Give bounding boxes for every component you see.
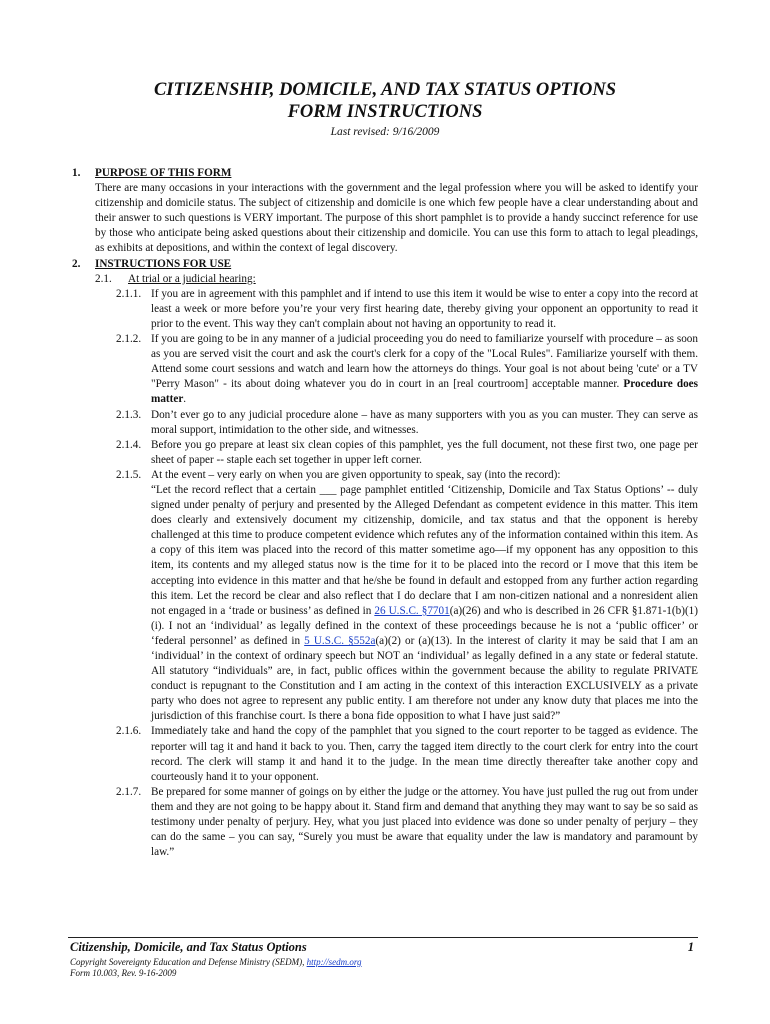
list-item — [0, 468, 770, 725]
footer-copyright — [70, 957, 362, 968]
item-number: 2.1.6. — [116, 725, 142, 738]
quote-text-part1: “Let the record reflect that a certain ___ page pamphlet entitled ‘Citizenship, Domicile and Tax Status Options’ -- duly signed under penalty of perjury and presented by the Alleged Defendant as competent evidence in this matter. This item does clearly and extensively document my citizenship, domicile, and tax status and that the opponent is hereby challenged at this time to produce competent evidence which refutes any of the information contained within this item. As a copy of this item was placed into the record of this matter sometime ago—if my opponent has any opposition to this item, its contents and my alleged status now is the time for it to be placed into the record or I move that this item be accepting into evidence in this matter and that he/she be found in default and estopped from any further action regarding this item. Let the record be clear and also reflect that I do declare that I am non-citizen national and a nonresident alien not engaged in a ‘trade or business’ as defined in — [151, 483, 698, 617]
item-text: Before you go prepare at least six clean copies of this pamphlet, yes the full document, not these first two, one page per sheet of paper -- staple each set together in upper left corner. — [151, 438, 698, 466]
item-number: 2.1.1. — [116, 287, 142, 300]
item-text-end: . — [183, 393, 187, 406]
footer-form-number: Form 10.003, Rev. 9-16-2009 — [70, 968, 177, 978]
list-item — [0, 287, 770, 332]
item-text: If you are going to be in any manner of a judicial proceeding you do need to familiarize yourself with procedure – as soon as you are served visit the court and ask the court's clerk for a copy of the "Local Rules". Familiarize yourself with them. Attend some court sessions and watch and learn how the attorneys do things. Your goal is not about being 'cute' or a TV "Perry Mason" - its about doing whatever you do in court in an [real courtroom] acceptable manner. — [151, 333, 698, 391]
footer-title: Citizenship, Domicile, and Tax Status Options — [70, 940, 307, 954]
item-number: 2.1.4. — [116, 438, 142, 451]
last-revised: Last revised: 9/16/2009 — [330, 126, 440, 138]
item-number: 2.1.2. — [116, 333, 142, 346]
section-number: 1. — [72, 167, 81, 179]
subsection-trial — [0, 272, 770, 287]
document-title-line2: FORM INSTRUCTIONS — [287, 102, 483, 122]
footer-divider — [68, 937, 698, 938]
subsection-number: 2.1. — [95, 272, 112, 285]
section-instructions — [0, 257, 770, 272]
section-heading: PURPOSE OF THIS FORM — [95, 167, 232, 179]
section-text: There are many occasions in your interactions with the government and the legal profession where you will be asked to identify your citizenship and domicile status. The subject of citizenship and domicile is one which few people have a clear understanding about and their answer to such questions is VERY important. The purpose of this short pamphlet is to provide a handy succinct reference for use by those who anticipate being asked questions about their citizenship and domicile. You can use this form to attach to legal pleadings, as exhibits at depositions, and within the context of legal discovery. — [95, 182, 698, 255]
list-item — [0, 724, 770, 784]
quote-text-part3: (a)(2) or (a)(13). In the interest of clarity it may be said that I am an ‘individual’ in the context of ordinary speech but NOT an ‘individual’ as legally defined in a any state or federal statute. All statutory “individuals” are, in fact, public offices within the government because the ability to regulate PRIVATE conduct is repugnant to the Constitution and I am acting in the context of this interaction EXCLUSIVELY as a private party who does not agree to represent any public entity. I am therefore not under any know duty that places me into the jurisdiction of this franchise court. Is there a bona fide opposition to what I have just said?” — [151, 634, 698, 723]
list-item — [0, 332, 770, 407]
sedm-link[interactable]: http://sedm.org — [306, 957, 362, 967]
item-text: If you are in agreement with this pamphlet and if intend to use this item it would be wise to enter a copy into the record at least a week or more before you’re your very first hearing date, thereby giving your opponent an opportunity to read it prior to the event. This way they can't complain about not having an opportunity to read it. — [151, 287, 698, 330]
item-text: Be prepared for some manner of goings on by either the judge or the attorney. You have just pulled the rug out from under them and they are not going to be happy about it. Stand firm and demand that anything they may want to say be so said as testimony under penalty of perjury. Hey, what you just placed into evidence was done so under penalty of perjury – they can do the same – you can say, “Surely you must be aware that equality under the law is mandatory and paramount by law.” — [151, 785, 698, 859]
record-statement-quote — [151, 483, 698, 725]
item-number: 2.1.3. — [116, 408, 142, 421]
list-item — [0, 785, 770, 860]
item-text: At the event – very early on when you are given opportunity to speak, say (into the record): — [151, 468, 561, 481]
list-item — [0, 438, 770, 468]
document-title-line1: CITIZENSHIP, DOMICILE, AND TAX STATUS OPTIONS — [153, 80, 617, 100]
statute-link-7701[interactable]: 26 U.S.C. §7701 — [374, 604, 450, 617]
item-number: 2.1.7. — [116, 785, 142, 798]
item-text: Immediately take and hand the copy of the pamphlet that you signed to the court reporter to be tagged as evidence. The reporter will tag it and hand it back to you. Then, carry the tagged item directly to the court clerk for entry into the court record. The clerk will stamp it and hand it to the judge. In the mean time directly thereafter take another copy and courteously hand it to your opponent. — [151, 725, 698, 783]
item-emphasis: Procedure does matter — [151, 378, 698, 406]
item-text: Don’t ever go to any judicial procedure alone – have as many supporters with you as you can muster. They can serve as moral support, intimidation to the other side, and witnesses. — [151, 408, 698, 436]
page-number: 1 — [687, 940, 694, 954]
section-heading: INSTRUCTIONS FOR USE — [95, 257, 232, 270]
quote-text-part2: (a)(26) and who is described in 26 CFR §1.871-1(b)(1)(i). I not an ‘individual’ as legally defined in the context of these proceedings because he is not a ‘public officer’ or ‘federal personnel’ as defined in — [151, 604, 698, 647]
copyright-text: Copyright Sovereignty Education and Defense Ministry (SEDM), — [70, 957, 307, 967]
item-number: 2.1.5. — [116, 468, 142, 481]
statute-link-552a[interactable]: 5 U.S.C. §552a — [304, 634, 376, 647]
section-purpose — [0, 166, 770, 257]
section-number: 2. — [72, 257, 81, 270]
subsection-heading: At trial or a judicial hearing: — [128, 272, 256, 285]
list-item — [0, 408, 770, 438]
document-body — [0, 166, 770, 860]
